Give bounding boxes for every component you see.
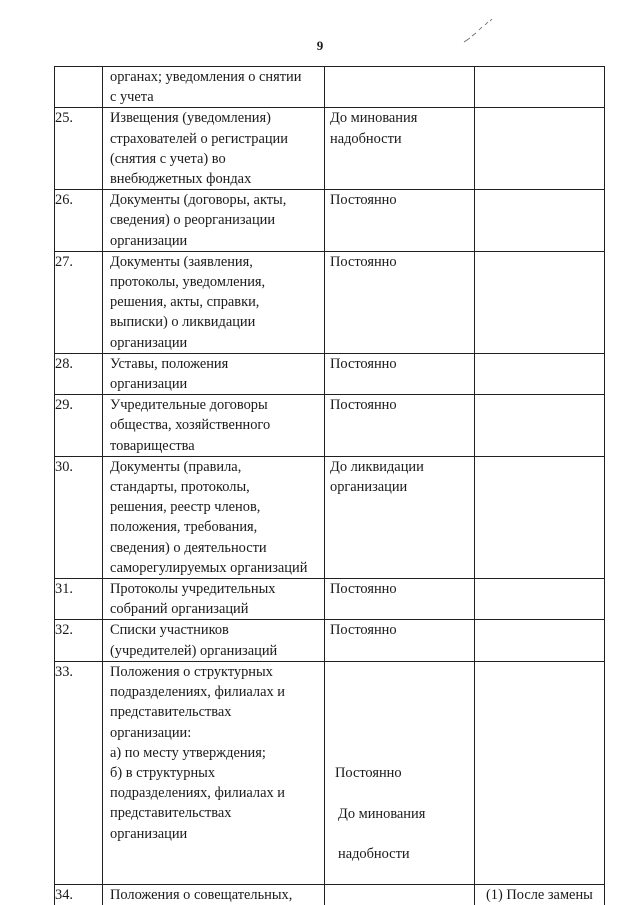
table-row (55, 67, 605, 108)
retention-term-cell: Постоянно (325, 251, 475, 353)
document-title-cell: Извещения (уведомления) страхователей о регистрации (снятия с учета) во внебюджетных фондах (103, 108, 325, 190)
row-number-cell: 31. (55, 579, 103, 620)
retention-term-cell (325, 67, 475, 108)
note-cell (475, 456, 605, 578)
document-title-cell: Положения о совещательных, (103, 885, 325, 905)
retention-term-a: Постоянно (335, 765, 402, 782)
table-row (55, 190, 605, 252)
table-row (55, 885, 605, 905)
table-row (55, 353, 605, 394)
retention-term-b-cont: надобности (338, 845, 410, 862)
table-row (55, 661, 605, 884)
retention-term-cell (325, 885, 475, 905)
table-row (55, 251, 605, 353)
page-number: 9 (316, 38, 324, 53)
row-number-cell: 34. (55, 885, 103, 905)
document-title-cell: Документы (заявления, протоколы, уведомления, решения, акты, справки, выписки) о ликвидации организации (103, 251, 325, 353)
retention-term-cell: Постоянно (325, 353, 475, 394)
row-number-cell: 29. (55, 395, 103, 457)
retention-term-b: До минования (338, 805, 426, 822)
document-title-cell: Учредительные договоры общества, хозяйственного товарищества (103, 395, 325, 457)
document-title-cell: Документы (правила, стандарты, протоколы, решения, реестр членов, положения, требования, сведения) о деятельности саморегулируемых организаций (103, 456, 325, 578)
row-number-cell: 30. (55, 456, 103, 578)
document-title-cell: Положения о структурных подразделениях, филиалах и представительствах организации: а) по месту утверждения; б) в структурных подразделениях, филиалах и представительствах организации (103, 661, 325, 884)
retention-schedule-table (54, 66, 605, 905)
row-number-cell: 32. (55, 620, 103, 661)
note-cell (475, 190, 605, 252)
table-row (55, 456, 605, 578)
table-row (55, 395, 605, 457)
table-row (55, 108, 605, 190)
retention-term-cell: Постоянно (325, 620, 475, 661)
row-number-cell: 26. (55, 190, 103, 252)
retention-term-cell: Постоянно (325, 395, 475, 457)
table-row (55, 579, 605, 620)
note-cell (475, 579, 605, 620)
document-title-cell: органах; уведомления о снятии с учета (103, 67, 325, 108)
note-cell (475, 661, 605, 884)
document-title-cell: Документы (договоры, акты, сведения) о реорганизации организации (103, 190, 325, 252)
document-title-cell: Протоколы учредительных собраний организаций (103, 579, 325, 620)
document-title-cell: Уставы, положения организации (103, 353, 325, 394)
row-number-cell: 27. (55, 251, 103, 353)
retention-term-cell: До ликвидации организации (325, 456, 475, 578)
row-number-cell (55, 67, 103, 108)
note-cell (475, 395, 605, 457)
scan-artifact-mark (462, 18, 494, 44)
row-number-cell: 33. (55, 661, 103, 884)
row-number-cell: 25. (55, 108, 103, 190)
retention-term-cell (325, 661, 475, 884)
note-cell (475, 67, 605, 108)
note-cell (475, 251, 605, 353)
retention-term-cell: Постоянно (325, 579, 475, 620)
retention-term-cell: До минования надобности (325, 108, 475, 190)
document-title-cell: Списки участников (учредителей) организаций (103, 620, 325, 661)
table-row (55, 620, 605, 661)
row-number-cell: 28. (55, 353, 103, 394)
note-cell: (1) После замены (475, 885, 605, 905)
note-cell (475, 353, 605, 394)
retention-term-cell: Постоянно (325, 190, 475, 252)
note-cell (475, 620, 605, 661)
note-cell (475, 108, 605, 190)
